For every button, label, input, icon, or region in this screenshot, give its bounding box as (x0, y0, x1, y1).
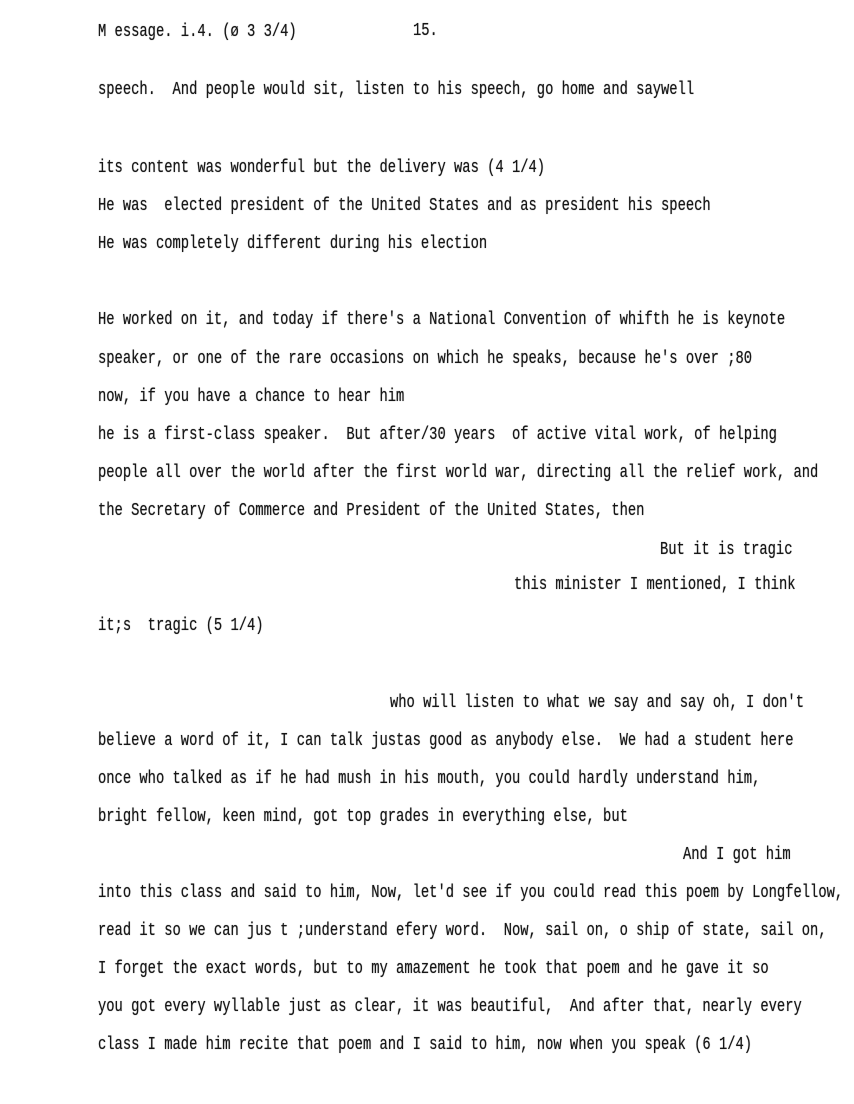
text-line: who will listen to what we say and say oh, I don't (390, 693, 804, 714)
text-line: its content was wonderful but the delivery was (4 1/4) (98, 158, 546, 179)
text-line: the Secretary of Commerce and President of the United States, then (98, 501, 645, 522)
text-line: And I got him (683, 845, 791, 866)
text-line: bright fellow, keen mind, got top grades in everything else, but (98, 807, 628, 828)
text-line: you got every wyllable just as clear, it was beautiful, And after that, nearly every (98, 997, 802, 1018)
text-line: He was elected president of the United States and as president his speech (98, 196, 711, 217)
document-header: M essage. i.4. (ø 3 3/4) (98, 22, 297, 43)
text-line: once who talked as if he had mush in his mouth, you could hardly understand him, (98, 769, 761, 790)
text-line: But it is tragic (660, 540, 793, 561)
text-line: it;s tragic (5 1/4) (98, 616, 264, 637)
text-line: speech. And people would sit, listen to his speech, go home and saywell (98, 80, 695, 101)
text-line: read it so we can jus t ;understand efery word. Now, sail on, o ship of state, sail on, (98, 921, 827, 942)
text-line: speaker, or one of the rare occasions on which he speaks, because he's over ;80 (98, 349, 753, 370)
text-line: this minister I mentioned, I think (514, 575, 796, 596)
text-line: He was completely different during his election (98, 234, 488, 255)
page-number: 15. (413, 21, 438, 42)
text-line: people all over the world after the first world war, directing all the relief work, and (98, 463, 819, 484)
text-line: class I made him recite that poem and I said to him, now when you speak (6 1/4) (98, 1035, 753, 1056)
text-line: now, if you have a chance to hear him (98, 387, 405, 408)
text-line: he is a first-class speaker. But after/30 years of active vital work, of helping (98, 425, 777, 446)
text-line: into this class and said to him, Now, let'd see if you could read this poem by Longfellow, (98, 883, 844, 904)
text-line: He worked on it, and today if there's a National Convention of whifth he is keynote (98, 310, 786, 331)
text-line: I forget the exact words, but to my amazement he took that poem and he gave it so (98, 959, 769, 980)
text-line: believe a word of it, I can talk justas good as anybody else. We had a student here (98, 731, 794, 752)
